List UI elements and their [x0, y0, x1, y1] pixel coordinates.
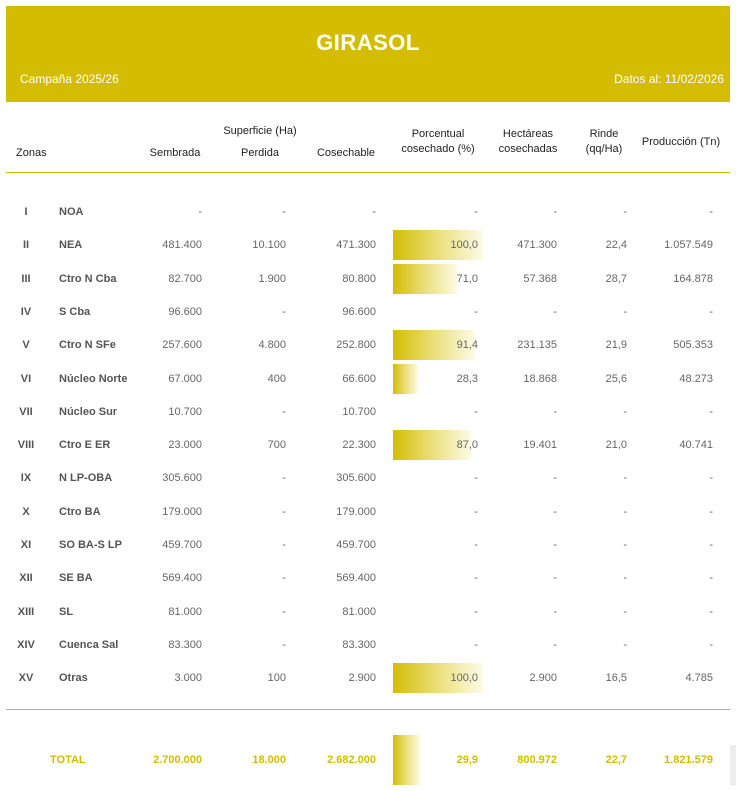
hectareas-value: -: [553, 539, 557, 551]
zone-name: Ctro E ER: [59, 439, 111, 452]
hectareas-value: -: [553, 405, 557, 418]
pct-value: -: [474, 638, 478, 651]
produccion-value: 40.741: [679, 439, 713, 452]
header-produccion: Producción (Tn): [641, 136, 721, 148]
rinde-value: -: [623, 539, 627, 551]
total-rinde: 22,7: [605, 754, 627, 766]
sembrada-value: 179.000: [162, 505, 202, 518]
hectareas-value: 19.401: [523, 439, 557, 452]
header-hectareas: [488, 127, 568, 157]
total-perdida: 18.000: [252, 754, 286, 766]
table-row: [0, 263, 736, 296]
perdida-value: 700: [267, 439, 286, 452]
pct-value: -: [474, 572, 478, 585]
produccion-value: 48.273: [679, 372, 713, 385]
perdida-value: -: [282, 572, 286, 585]
zone-name: Ctro N SFe: [59, 339, 116, 352]
sembrada-value: 67.000: [168, 372, 202, 385]
table-row: [0, 196, 736, 229]
zone-number: II: [22, 239, 30, 252]
perdida-value: 100: [267, 672, 286, 685]
sembrada-value: 82.700: [168, 272, 202, 285]
title-banner: [6, 6, 730, 102]
pct-value: -: [474, 206, 478, 218]
zone-name: Cuenca Sal: [59, 638, 119, 651]
perdida-value: 4.800: [258, 339, 286, 352]
hectareas-value: -: [553, 605, 557, 618]
produccion-value: -: [709, 472, 713, 485]
rinde-value: 25,6: [605, 372, 627, 385]
zone-name: Núcleo Sur: [59, 405, 118, 418]
sembrada-value: 81.000: [168, 605, 202, 618]
total-pct-value: 29,9: [456, 754, 478, 766]
header-rinde: [574, 127, 634, 157]
zone-name: Núcleo Norte: [59, 372, 128, 385]
perdida-value: -: [282, 539, 286, 551]
cosechable-value: 2.900: [348, 672, 376, 685]
perdida-value: 10.100: [252, 239, 286, 252]
zone-number: IX: [20, 472, 32, 485]
header-rinde-line1: Rinde: [589, 128, 619, 140]
zone-number: XI: [20, 539, 32, 551]
cosechable-value: 471.300: [336, 239, 376, 252]
sembrada-value: 569.400: [162, 572, 202, 585]
table-row: [0, 296, 736, 329]
data-date-label: Datos al: 11/02/2026: [614, 72, 724, 86]
rinde-value: 22,4: [605, 239, 627, 252]
zone-name: N LP-OBA: [59, 472, 113, 485]
hectareas-value: -: [553, 572, 557, 585]
sembrada-value: 459.700: [162, 539, 202, 551]
page-title: GIRASOL: [316, 30, 420, 55]
pct-value: -: [474, 305, 478, 318]
cosechable-value: 83.300: [342, 638, 376, 651]
pct-value: 28,3: [456, 372, 478, 385]
header-zonas: Zonas: [16, 147, 47, 159]
zone-name: Ctro BA: [59, 505, 101, 518]
zone-name: S Cba: [59, 305, 91, 318]
cosechable-value: 10.700: [342, 405, 376, 418]
hectareas-value: -: [553, 472, 557, 485]
header-hectareas-line1: Hectáreas: [502, 128, 554, 140]
zone-number: XV: [18, 672, 34, 685]
zone-number: XII: [19, 572, 33, 585]
zone-name: SE BA: [59, 572, 93, 585]
produccion-value: -: [709, 572, 713, 585]
zone-name: SO BA-S LP: [59, 539, 122, 551]
produccion-value: 1.057.549: [664, 239, 713, 252]
header-porcentual-line1: Porcentual: [411, 128, 465, 140]
hectareas-value: -: [553, 638, 557, 651]
header-separator: [6, 172, 730, 173]
rinde-value: -: [623, 505, 627, 518]
zone-number: VI: [20, 372, 32, 385]
table-row: [0, 562, 736, 595]
campaign-label: Campaña 2025/26: [20, 72, 119, 86]
sembrada-value: 10.700: [168, 405, 202, 418]
table-row: [0, 462, 736, 495]
rinde-value: 28,7: [605, 272, 627, 285]
produccion-value: -: [709, 405, 713, 418]
table-row: [0, 529, 736, 562]
produccion-value: -: [709, 305, 713, 318]
rinde-value: 21,0: [605, 439, 627, 452]
pct-value: 100,0: [450, 672, 478, 685]
table-row: [0, 329, 736, 362]
zone-name: SL: [59, 605, 74, 618]
cosechable-value: -: [372, 206, 376, 218]
zone-number: XIII: [17, 605, 35, 618]
header-cosechable: Cosechable: [316, 147, 376, 159]
sembrada-value: 96.600: [168, 305, 202, 318]
cosechable-value: 66.600: [342, 372, 376, 385]
table-row: [0, 629, 736, 662]
table-row: [0, 229, 736, 262]
total-separator: [6, 709, 730, 710]
page-edge-fragment: [730, 745, 736, 785]
zone-name: NEA: [59, 239, 83, 252]
pct-value: -: [474, 605, 478, 618]
perdida-value: -: [282, 472, 286, 485]
header-sembrada: Sembrada: [149, 147, 201, 159]
perdida-value: -: [282, 206, 286, 218]
pct-value: -: [474, 472, 478, 485]
produccion-value: 4.785: [685, 672, 713, 685]
pct-value: 71,0: [456, 272, 478, 285]
produccion-value: -: [709, 206, 713, 218]
zone-number: VIII: [17, 439, 35, 452]
cosechable-value: 80.800: [342, 272, 376, 285]
pct-value: -: [474, 505, 478, 518]
zone-number: III: [21, 272, 31, 285]
rinde-value: 16,5: [605, 672, 627, 685]
total-produccion: 1.821.579: [664, 754, 713, 766]
hectareas-value: -: [553, 505, 557, 518]
table-row: [0, 363, 736, 396]
zone-number: I: [24, 206, 28, 218]
cosechable-value: 96.600: [342, 305, 376, 318]
rinde-value: -: [623, 472, 627, 485]
sembrada-value: 257.600: [162, 339, 202, 352]
perdida-value: 400: [267, 372, 286, 385]
cosechable-value: 81.000: [342, 605, 376, 618]
zone-number: XIV: [17, 638, 35, 651]
produccion-value: -: [709, 539, 713, 551]
header-superficie: Superficie (Ha): [223, 125, 297, 137]
table-row: [0, 596, 736, 629]
total-sembrada: 2.700.000: [153, 754, 202, 766]
header-rinde-line2: (qq/Ha): [585, 143, 623, 155]
produccion-value: 164.878: [673, 272, 713, 285]
header-perdida: Perdida: [241, 147, 279, 159]
sembrada-value: 481.400: [162, 239, 202, 252]
pct-value: -: [474, 405, 478, 418]
table-row: [0, 429, 736, 462]
perdida-value: -: [282, 605, 286, 618]
header-porcentual-line2: cosechado (%): [401, 143, 475, 155]
total-hectareas: 800.972: [517, 754, 557, 766]
rinde-value: -: [623, 305, 627, 318]
hectareas-value: 18.868: [523, 372, 557, 385]
rinde-value: -: [623, 638, 627, 651]
sembrada-value: 23.000: [168, 439, 202, 452]
sembrada-value: 83.300: [168, 638, 202, 651]
rinde-value: -: [623, 206, 627, 218]
produccion-value: -: [709, 605, 713, 618]
hectareas-value: 2.900: [529, 672, 557, 685]
total-cosechable: 2.682.000: [327, 754, 376, 766]
cosechable-value: 459.700: [336, 539, 376, 551]
rinde-value: -: [623, 572, 627, 585]
pct-value: 91,4: [456, 339, 478, 352]
table-row: [0, 662, 736, 695]
table-row: [0, 496, 736, 529]
hectareas-value: 471.300: [517, 239, 557, 252]
perdida-value: -: [282, 505, 286, 518]
hectareas-value: 57.368: [523, 272, 557, 285]
rinde-value: -: [623, 605, 627, 618]
table-row: [0, 396, 736, 429]
perdida-value: -: [282, 638, 286, 651]
rinde-value: 21,9: [605, 339, 627, 352]
cosechable-value: 569.400: [336, 572, 376, 585]
pct-value: 87,0: [456, 439, 478, 452]
hectareas-value: 231.135: [517, 339, 557, 352]
perdida-value: -: [282, 305, 286, 318]
sembrada-value: 305.600: [162, 472, 202, 485]
pct-value: 100,0: [450, 239, 478, 252]
zone-name: Otras: [59, 672, 88, 685]
rinde-value: -: [623, 405, 627, 418]
cosechable-value: 252.800: [336, 339, 376, 352]
hectareas-value: -: [553, 206, 557, 218]
zone-number: VII: [19, 405, 33, 418]
zone-name: NOA: [59, 206, 84, 218]
zone-name: Ctro N Cba: [59, 272, 117, 285]
produccion-value: 505.353: [673, 339, 713, 352]
cosechable-value: 305.600: [336, 472, 376, 485]
zone-number: X: [22, 505, 30, 518]
produccion-value: -: [709, 505, 713, 518]
sembrada-value: 3.000: [174, 672, 202, 685]
zone-number: V: [22, 339, 30, 352]
zone-number: IV: [20, 305, 32, 318]
header-hectareas-line2: cosechadas: [498, 143, 558, 155]
produccion-value: -: [709, 638, 713, 651]
perdida-value: 1.900: [258, 272, 286, 285]
sembrada-value: -: [198, 206, 202, 218]
cosechable-value: 179.000: [336, 505, 376, 518]
total-label: TOTAL: [50, 754, 86, 766]
cosechable-value: 22.300: [342, 439, 376, 452]
total-row: [0, 732, 736, 788]
pct-value: -: [474, 539, 478, 551]
hectareas-value: -: [553, 305, 557, 318]
header-porcentual: [393, 127, 483, 157]
perdida-value: -: [282, 405, 286, 418]
